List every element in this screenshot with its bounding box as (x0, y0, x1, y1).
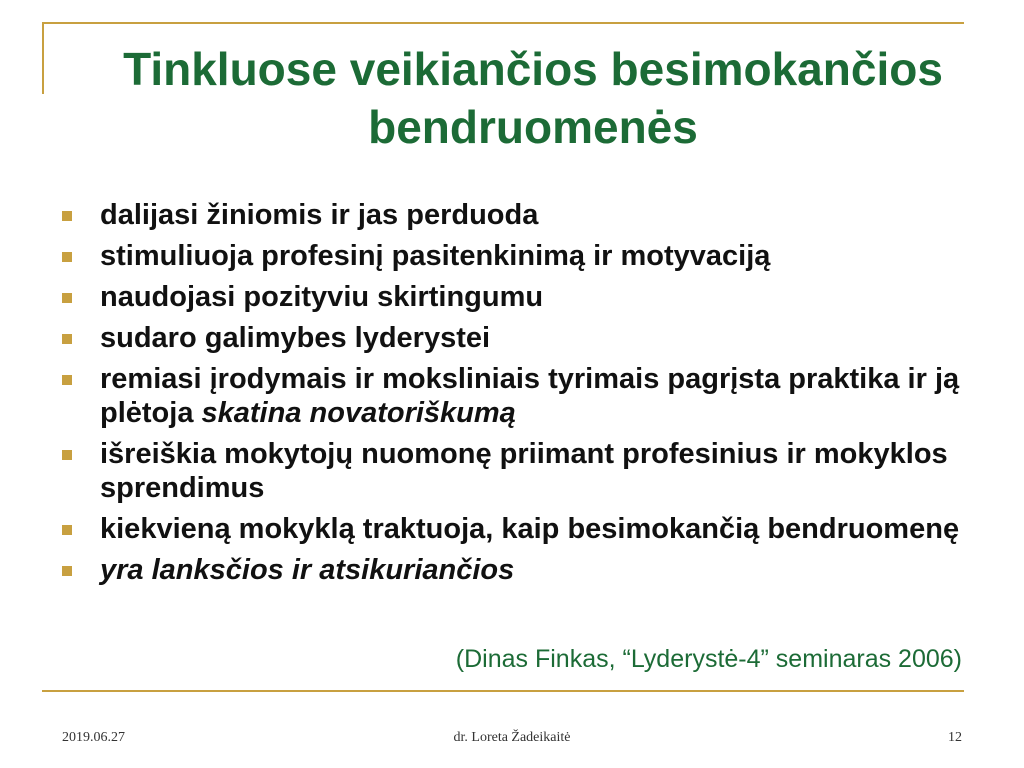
footer-date: 2019.06.27 (62, 730, 125, 745)
frame-top-rule (42, 22, 964, 24)
square-bullet-icon (62, 211, 72, 221)
square-bullet-icon (62, 293, 72, 303)
bullet-item (62, 321, 962, 355)
square-bullet-icon (62, 252, 72, 262)
footer-author: dr. Loreta Žadeikaitė (453, 730, 571, 745)
bullet-item (62, 362, 962, 430)
bullet-text: stimuliuoja profesinį pasitenkinimą ir motyvaciją (100, 240, 771, 272)
bullet-list (62, 198, 962, 594)
bullet-text: išreiškia mokytojų nuomonę priimant profesinius ir mokyklos sprendimus (100, 438, 948, 504)
bullet-italic-text: yra lanksčios ir atsikuriančios (100, 554, 515, 586)
bullet-item (62, 553, 962, 587)
bottom-rule (42, 690, 964, 692)
bullet-italic-text: skatina novatoriškumą (201, 397, 516, 429)
square-bullet-icon (62, 566, 72, 576)
square-bullet-icon (62, 450, 72, 460)
square-bullet-icon (62, 525, 72, 535)
bullet-item (62, 280, 962, 314)
bullet-text: naudojasi pozityviu skirtingumu (100, 281, 544, 313)
frame-left-rule (42, 22, 44, 94)
title-line-1: Tinkluose veikiančios besimokančios (123, 43, 943, 95)
slide-title (58, 40, 1008, 156)
footer-page-number: 12 (948, 730, 962, 745)
bullet-text: remiasi įrodymais ir moksliniais tyrimais pagrįsta praktika ir ją plėtoja (100, 363, 960, 429)
bullet-item (62, 198, 962, 232)
bullet-text: kiekvieną mokyklą traktuoja, kaip besimokančią bendruomenę (100, 513, 960, 545)
bullet-item (62, 239, 962, 273)
bullet-item (62, 512, 962, 546)
bullet-item (62, 437, 962, 505)
citation: (Dinas Finkas, “Lyderystė-4” seminaras 2006) (455, 645, 962, 673)
bullet-text: sudaro galimybes lyderystei (100, 322, 491, 354)
square-bullet-icon (62, 375, 72, 385)
bullet-text: dalijasi žiniomis ir jas perduoda (100, 199, 539, 231)
title-line-2: bendruomenės (368, 101, 698, 153)
square-bullet-icon (62, 334, 72, 344)
